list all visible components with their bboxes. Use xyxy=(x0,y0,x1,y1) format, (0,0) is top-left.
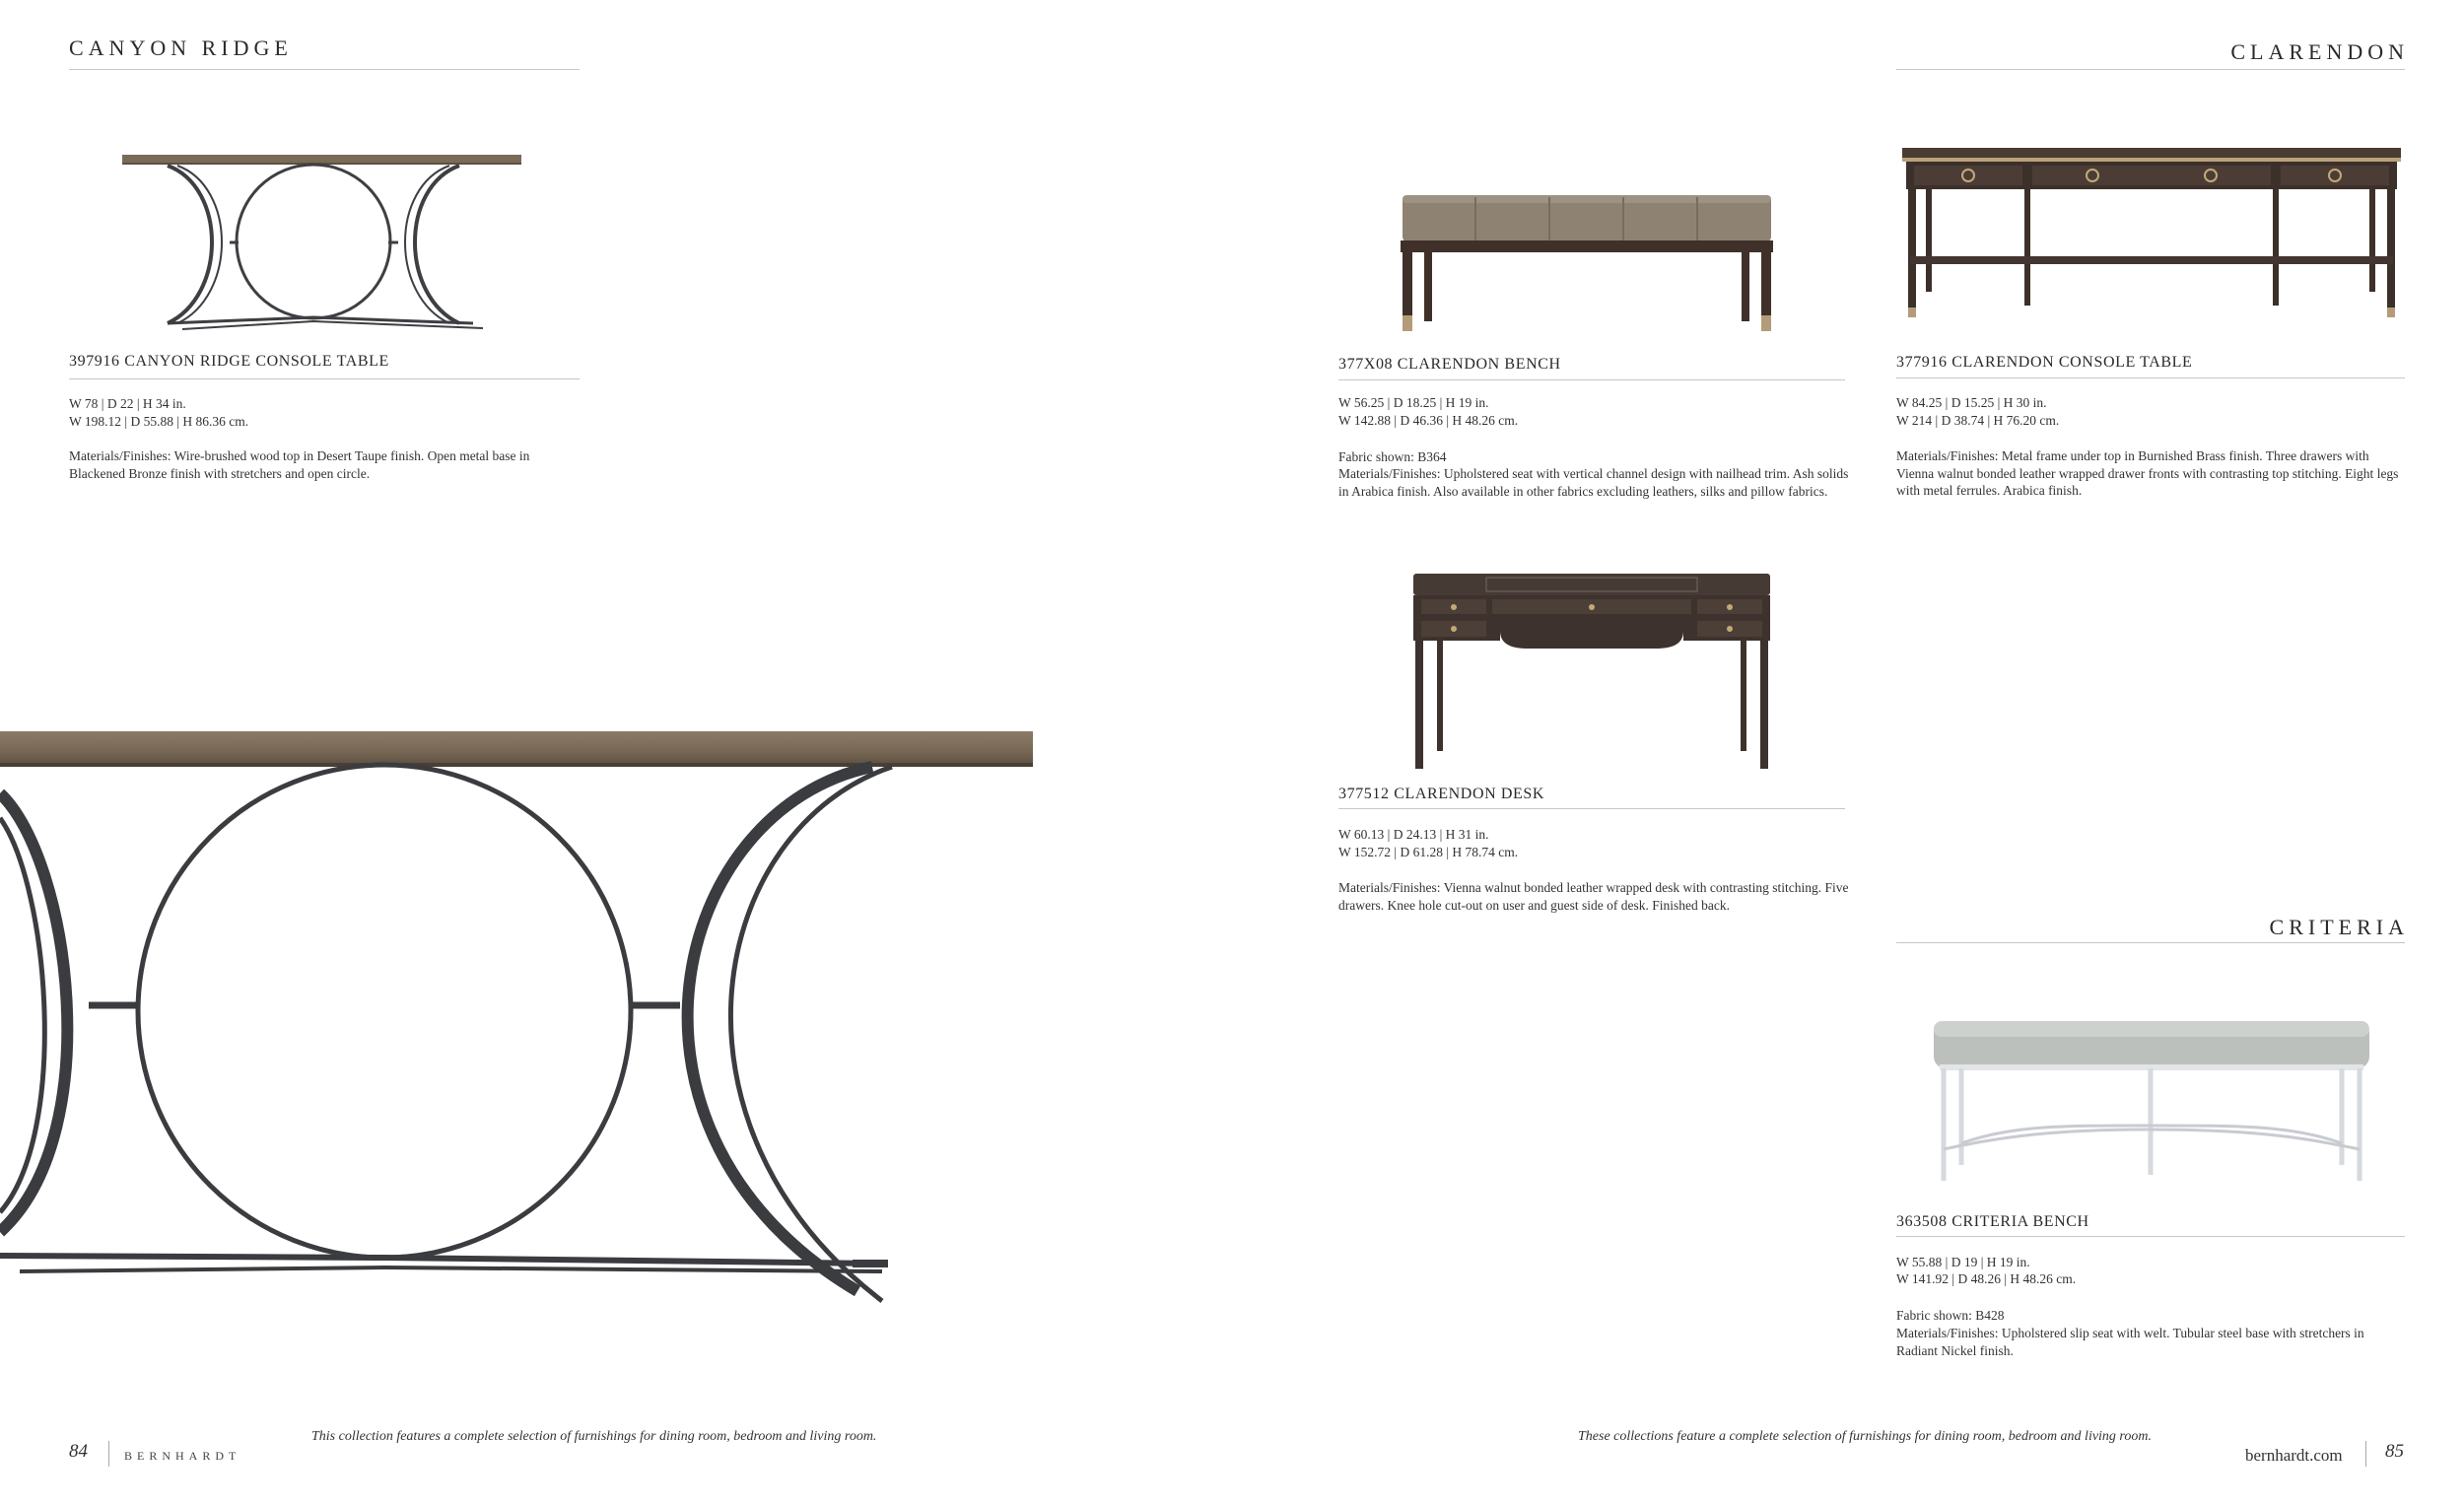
product-rule xyxy=(1896,377,2405,378)
product-dims-in: W 84.25 | D 15.25 | H 30 in. xyxy=(1896,395,2047,410)
product-materials: Materials/Finishes: Upholstered slip seat with welt. Tubular steel base with stretchers in Radiant Nickel finish. xyxy=(1896,1326,2364,1358)
product-fabric: Fabric shown: B364 xyxy=(1338,449,1447,464)
section-rule xyxy=(69,69,580,70)
product-materials: Materials/Finishes: Metal frame under top in Burnished Brass finish. Three drawers with Vienna walnut bonded leather wrapped drawer fronts with contrasting top stitching. Eight legs with metal ferrules. Arabica finish. xyxy=(1896,448,2399,498)
page-number-left: 84 xyxy=(69,1441,88,1462)
clarendon-console-table-image xyxy=(1900,142,2403,319)
section-title-criteria: CRITERIA xyxy=(2269,915,2409,939)
product-title-clarendon-bench: 377X08 CLARENDON BENCH xyxy=(1338,356,1561,373)
canyon-ridge-console-hero-image xyxy=(0,719,1045,1291)
footer-note-left: This collection features a complete selection of furnishings for dining room, bedroom and living room. xyxy=(311,1429,877,1444)
product-materials: Materials/Finishes: Vienna walnut bonded leather wrapped desk with contrasting stitching. Five drawers. Knee hole cut-out on user and guest side of desk. Finished back. xyxy=(1338,880,1849,913)
product-title-clarendon-desk: 377512 CLARENDON DESK xyxy=(1338,786,1545,802)
product-fabric: Fabric shown: B428 xyxy=(1896,1308,2005,1323)
section-rule xyxy=(1896,942,2405,943)
footer-note-right: These collections feature a complete selection of furnishings for dining room, bedroom and living room. xyxy=(1578,1429,2152,1444)
product-dims-cm: W 141.92 | D 48.26 | H 48.26 cm. xyxy=(1896,1271,2077,1286)
product-dims-in: W 60.13 | D 24.13 | H 31 in. xyxy=(1338,827,1489,842)
product-title-criteria-bench: 363508 CRITERIA BENCH xyxy=(1896,1213,2089,1230)
section-title-clarendon: CLARENDON xyxy=(2230,39,2409,64)
product-dims-cm: W 152.72 | D 61.28 | H 78.74 cm. xyxy=(1338,845,1519,859)
product-dims-cm: W 142.88 | D 46.36 | H 48.26 cm. xyxy=(1338,413,1519,428)
section-title-canyon-ridge: CANYON RIDGE xyxy=(69,35,293,60)
product-materials: Materials/Finishes: Upholstered seat with vertical channel design with nailhead trim. Ash solids in Arabica finish. Also available in other fabrics excluding leathers, silks and pillow fabrics. xyxy=(1338,466,1849,499)
product-materials: Materials/Finishes: Wire-brushed wood top in Desert Taupe finish. Open metal base in Blackened Bronze finish with stretchers and open circle. xyxy=(69,448,530,481)
brand-name: BERNHARDT xyxy=(124,1449,241,1463)
product-dims-in: W 78 | D 22 | H 34 in. xyxy=(69,396,186,411)
product-rule xyxy=(1338,808,1845,809)
canyon-ridge-console-thumbnail xyxy=(108,148,532,335)
clarendon-bench-image xyxy=(1395,187,1779,335)
product-rule xyxy=(69,378,580,379)
page-number-right: 85 xyxy=(2385,1441,2404,1462)
product-dims-cm: W 214 | D 38.74 | H 76.20 cm. xyxy=(1896,413,2060,428)
product-dims-in: W 56.25 | D 18.25 | H 19 in. xyxy=(1338,395,1489,410)
footer-divider xyxy=(108,1441,109,1467)
product-dims-in: W 55.88 | D 19 | H 19 in. xyxy=(1896,1255,2030,1269)
product-title-canyon-ridge-console: 397916 CANYON RIDGE CONSOLE TABLE xyxy=(69,353,389,370)
criteria-bench-image xyxy=(1932,1019,2371,1187)
product-title-clarendon-console: 377916 CLARENDON CONSOLE TABLE xyxy=(1896,354,2193,371)
section-rule xyxy=(1896,69,2405,70)
product-rule xyxy=(1338,379,1845,380)
product-dims-cm: W 198.12 | D 55.88 | H 86.36 cm. xyxy=(69,414,249,429)
website-link[interactable]: bernhardt.com xyxy=(2245,1446,2343,1465)
footer-divider xyxy=(2365,1441,2366,1467)
clarendon-desk-image xyxy=(1409,572,1774,774)
product-rule xyxy=(1896,1236,2405,1237)
